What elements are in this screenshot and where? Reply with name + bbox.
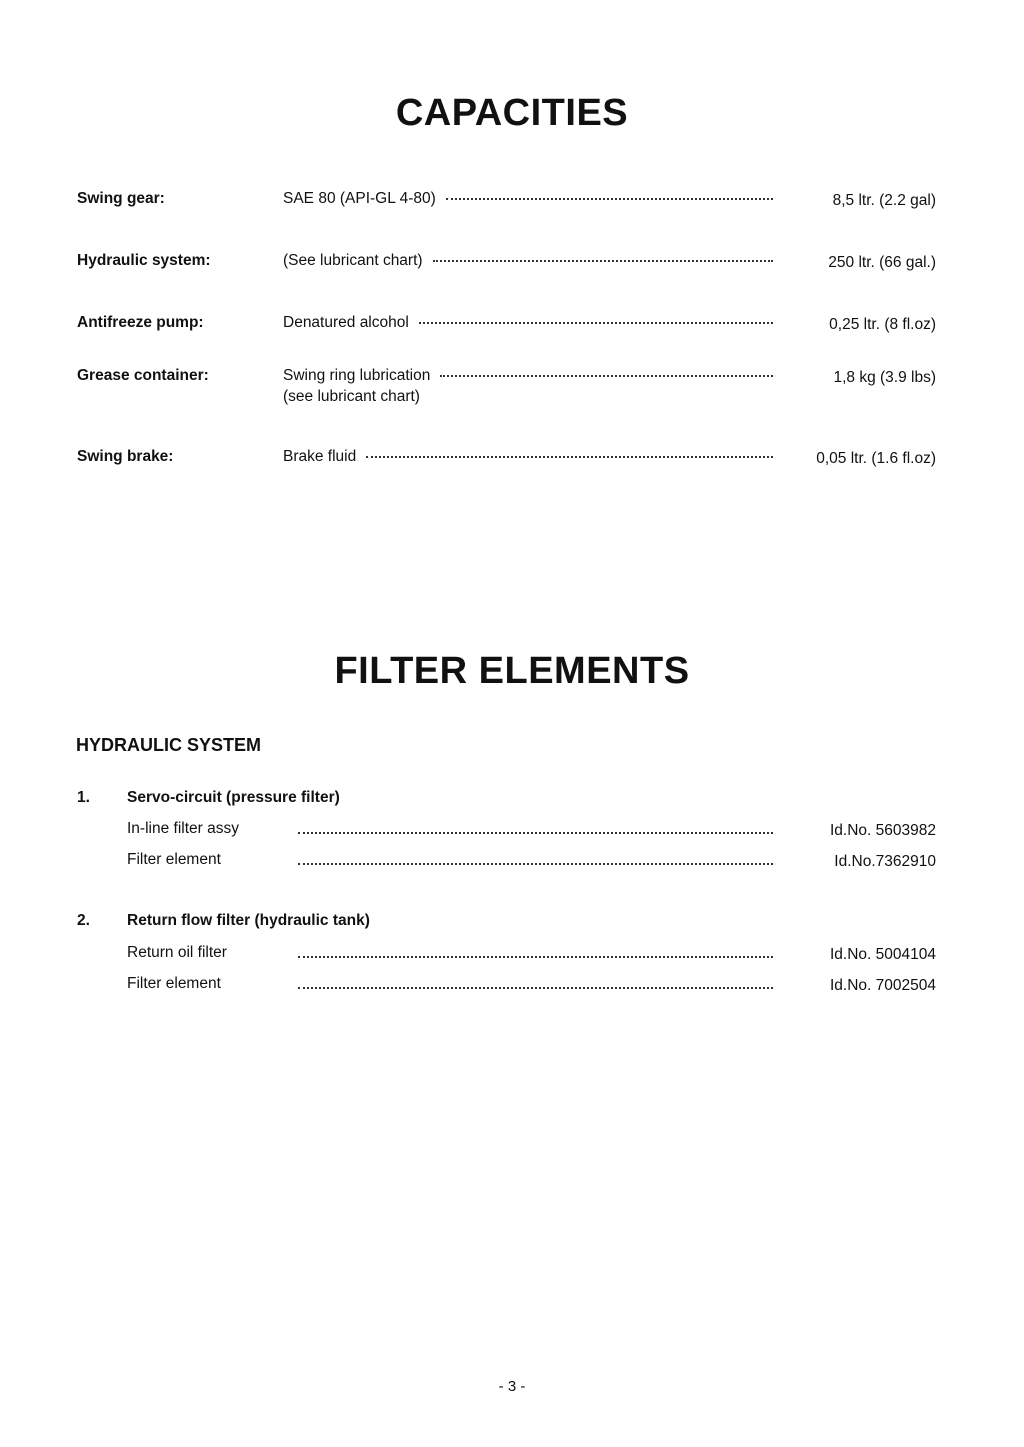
leader-dots xyxy=(298,832,773,834)
capacity-value: 0,25 ltr. (8 fl.oz) xyxy=(829,316,936,333)
capacity-lubricant xyxy=(283,367,773,385)
leader-dots xyxy=(440,374,773,377)
capacity-row-hydraulic-system xyxy=(0,252,1024,300)
leader-dots xyxy=(446,197,773,200)
capacity-lubricant-note: (see lubricant chart) xyxy=(283,388,420,405)
leader-dots xyxy=(366,455,773,458)
leader-dots xyxy=(298,863,773,865)
leader-dots xyxy=(298,956,773,958)
capacity-lubricant-text: Brake fluid xyxy=(283,448,357,465)
group-title: Return flow filter (hydraulic tank) xyxy=(127,912,370,929)
group-title: Servo-circuit (pressure filter) xyxy=(127,789,340,806)
filter-item-label: Filter element xyxy=(127,975,221,992)
filter-item-row xyxy=(0,820,1024,844)
capacity-row-grease-container xyxy=(0,367,1024,415)
capacity-lubricant-text: SAE 80 (API-GL 4-80) xyxy=(283,190,436,207)
filter-item-id: Id.No. 5603982 xyxy=(829,822,936,839)
capacity-label: Swing brake: xyxy=(77,448,174,465)
capacity-row-swing-gear xyxy=(0,190,1024,238)
capacity-value: 8,5 ltr. (2.2 gal) xyxy=(832,192,936,209)
capacity-lubricant xyxy=(283,190,773,208)
capacity-lubricant-text: Denatured alcohol xyxy=(283,314,409,331)
filter-item-id: Id.No. 5004104 xyxy=(829,946,936,963)
filter-item-label: Filter element xyxy=(127,851,221,868)
section-heading: HYDRAULIC SYSTEM xyxy=(76,735,262,755)
capacity-label: Hydraulic system: xyxy=(77,252,211,269)
filter-item-row xyxy=(0,944,1024,968)
filter-item-label: Return oil filter xyxy=(127,944,227,961)
capacity-label: Grease container: xyxy=(77,367,209,384)
capacity-lubricant xyxy=(283,314,773,332)
capacities-title: CAPACITIES xyxy=(395,92,629,134)
leader-dots xyxy=(419,321,773,324)
group-number: 2. xyxy=(77,912,90,929)
filter-elements-title: FILTER ELEMENTS xyxy=(334,650,690,692)
capacity-value: 1,8 kg (3.9 lbs) xyxy=(833,369,936,386)
group-number: 1. xyxy=(77,789,90,806)
capacity-row-antifreeze-pump xyxy=(0,314,1024,362)
filter-item-row xyxy=(0,975,1024,999)
capacity-row-swing-brake xyxy=(0,448,1024,496)
capacity-value: 0,05 ltr. (1.6 fl.oz) xyxy=(816,450,936,467)
filter-item-label: In-line filter assy xyxy=(127,820,239,837)
capacity-label: Antifreeze pump: xyxy=(77,314,204,331)
filter-item-id: Id.No. 7002504 xyxy=(829,977,936,994)
filter-item-id: Id.No.7362910 xyxy=(834,853,936,870)
filter-item-row xyxy=(0,851,1024,875)
capacity-lubricant-text: Swing ring lubrication xyxy=(283,367,431,384)
capacity-label: Swing gear: xyxy=(77,190,165,207)
leader-dots xyxy=(433,259,773,262)
capacity-value: 250 ltr. (66 gal.) xyxy=(828,254,936,271)
capacity-lubricant xyxy=(283,448,773,466)
leader-dots xyxy=(298,987,773,989)
capacity-lubricant xyxy=(283,252,773,270)
page-number: - 3 - xyxy=(498,1378,526,1395)
capacity-lubricant-text: (See lubricant chart) xyxy=(283,252,423,269)
